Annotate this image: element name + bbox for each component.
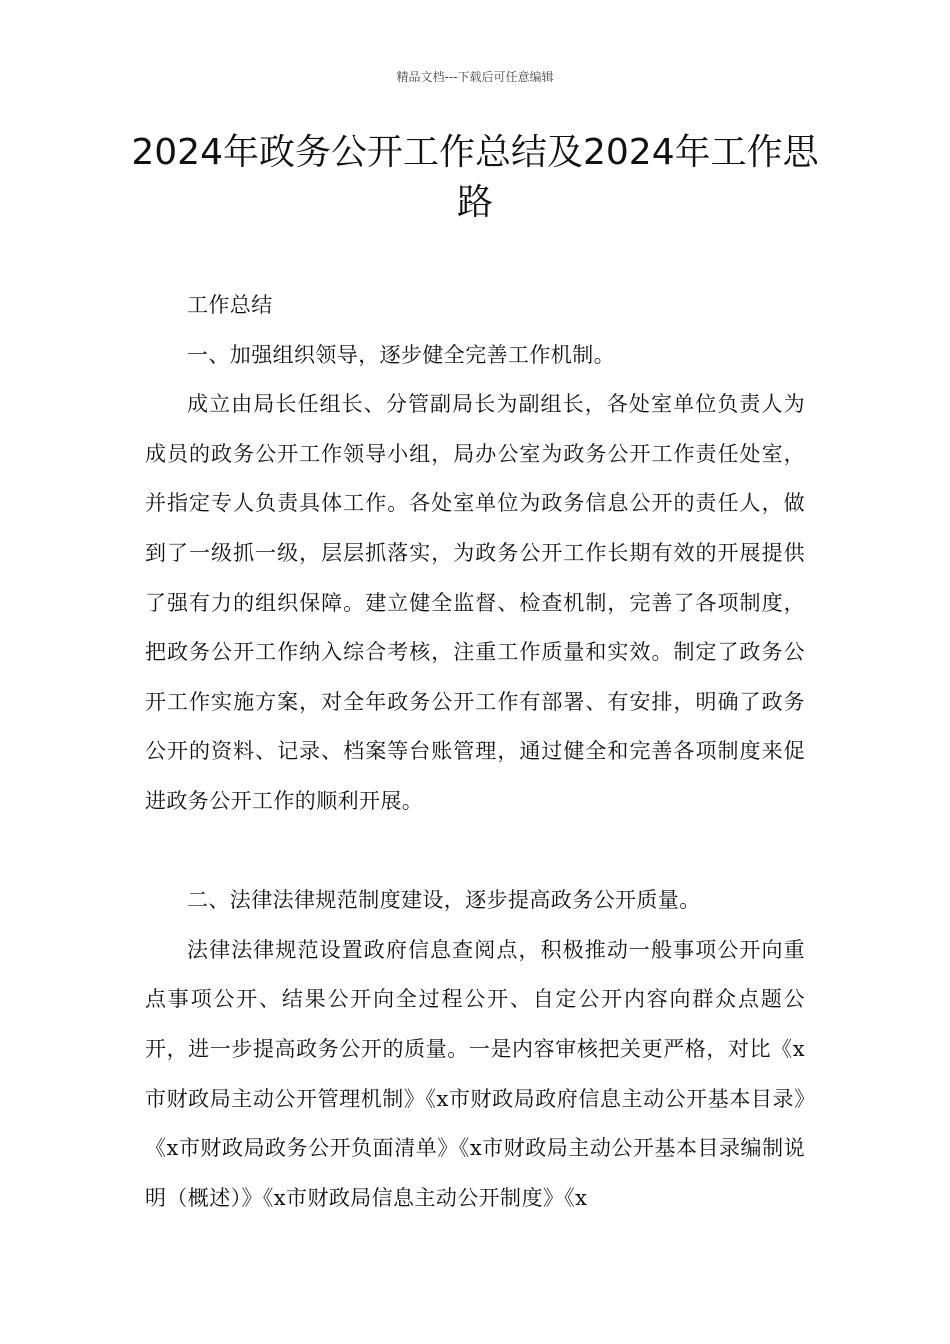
- document-body: [145, 281, 805, 1223]
- section1-paragraph: 成立由局长任组长、分管副局长为副组长，各处室单位负责人为成员的政务公开工作领导小组，局办公室为政务公开工作责任处室，并指定专人负责具体工作。各处室单位为政务信息公开的责任人，做到了一级抓一级，层层抓落实，为政务公开工作长期有效的开展提供了强有力的组织保障。建立健全监督、检查机制，完善了各项制度，把政务公开工作纳入综合考核，注重工作质量和实效。制定了政务公开工作实施方案，对全年政务公开工作有部署、有安排，明确了政务公开的资料、记录、档案等台账管理，通过健全和完善各项制度来促进政务公开工作的顺利开展。: [145, 392, 805, 813]
- section1-heading: 一、加强组织领导，逐步健全完善工作机制。: [187, 342, 615, 367]
- section2-paragraph: 法律法律规范设置政府信息查阅点，积极推动一般事项公开向重点事项公开、结果公开向全过程公开、自定公开内容向群众点题公开，进一步提高政务公开的质量。一是内容审核把关更严格，对比《x市财政局主动公开管理机制》《x市财政局政府信息主动公开基本目录》《x市财政局政务公开负面清单》《x市财政局主动公开基本目录编制说明（概述）》《x市财政局信息主动公开制度》《x: [145, 937, 805, 1210]
- document-title: 2024年政务公开工作总结及2024年工作思路: [131, 132, 819, 223]
- paragraph-spacer: [145, 827, 805, 877]
- summary-heading: 工作总结: [187, 293, 273, 317]
- header-note: 精品文档---下载后可任意编辑: [396, 70, 554, 84]
- section2-heading: 二、法律法律规范制度建设，逐步提高政务公开质量。: [187, 888, 701, 913]
